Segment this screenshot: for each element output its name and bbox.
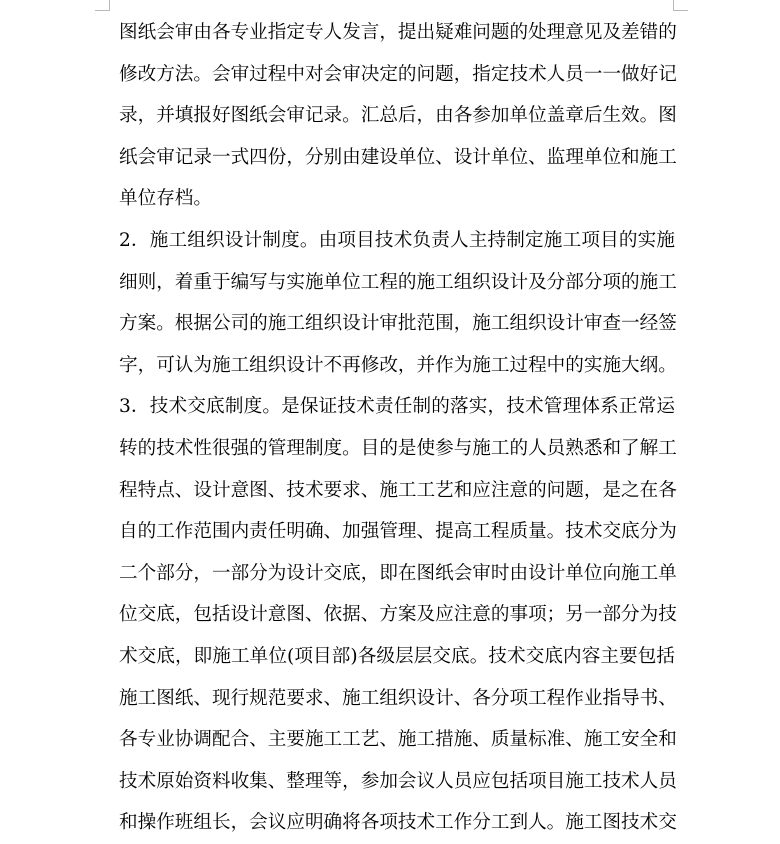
text-line: 位交底，包括设计意图、依据、方案及应注意的事项；另一部分为技 [119, 604, 677, 626]
text-line: 施工图纸、现行规范要求、施工组织设计、各分项工程作业指导书、 [119, 687, 677, 709]
text-line: 3．技术交底制度。是保证技术责任制的落实，技术管理体系正常运 [119, 396, 675, 418]
document-body [119, 12, 675, 844]
text-line: 字，可认为施工组织设计不再修改，并作为施工过程中的实施大纲。 [119, 354, 677, 376]
crop-mark-left [95, 0, 110, 11]
text-line: 二个部分，一部分为设计交底，即在图纸会审时由设计单位向施工单 [119, 562, 677, 584]
text-line: 2．施工组织设计制度。由项目技术负责人主持制定施工项目的实施 [119, 229, 675, 251]
text-line: 术交底，即施工单位(项目部)各级层层交底。技术交底内容主要包括 [119, 645, 675, 667]
text-line: 各专业协调配合、主要施工工艺、施工措施、质量标准、施工安全和 [119, 729, 677, 751]
text-line: 单位存档。 [119, 188, 212, 210]
text-line: 修改方法。会审过程中对会审决定的问题，指定技术人员一一做好记 [119, 63, 677, 85]
crop-mark-right [673, 0, 688, 11]
text-line: 转的技术性很强的管理制度。目的是使参与施工的人员熟悉和了解工 [119, 437, 677, 459]
text-line: 和操作班组长，会议应明确将各项技术工作分工到人。施工图技术交 [119, 812, 677, 834]
text-line: 细则，着重于编写与实施单位工程的施工组织设计及分部分项的施工 [119, 271, 677, 293]
text-line: 程特点、设计意图、技术要求、施工工艺和应注意的问题，是之在各 [119, 479, 677, 501]
text-line: 方案。根据公司的施工组织设计审批范围，施工组织设计审查一经签 [119, 313, 677, 335]
text-line: 技术原始资料收集、整理等，参加会议人员应包括项目施工技术人员 [119, 770, 677, 792]
text-line: 图纸会审由各专业指定专人发言，提出疑难问题的处理意见及差错的 [119, 22, 677, 43]
text-line: 纸会审记录一式四份，分别由建设单位、设计单位、监理单位和施工 [119, 146, 677, 168]
text-line: 录，并填报好图纸会审记录。汇总后，由各参加单位盖章后生效。图 [119, 105, 677, 127]
text-line: 自的工作范围内责任明确、加强管理、提高工程质量。技术交底分为 [119, 521, 677, 543]
